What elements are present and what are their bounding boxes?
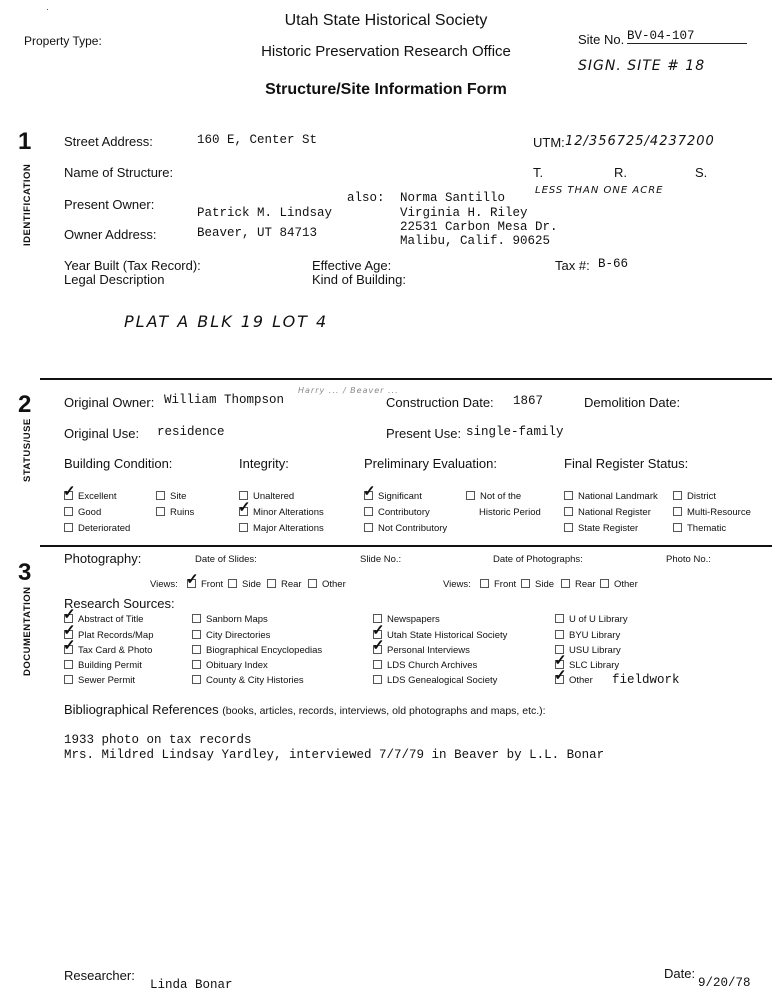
acreage-note: LESS THAN ONE ACRE: [535, 185, 664, 196]
source-abstract-checkbox[interactable]: [64, 614, 143, 625]
checkbox-label: Unaltered: [253, 491, 295, 502]
org-name: Utah State Historical Society: [284, 12, 488, 29]
original-owner-note: Harry ... / Beaver ...: [298, 386, 399, 395]
checkbox-box: [373, 645, 382, 654]
checkbox-box: [555, 675, 564, 684]
not-historic-label-line-2: Historic Period: [479, 507, 541, 518]
checkbox-box: [308, 579, 317, 588]
checkbox-label: Abstract of Title: [78, 614, 144, 625]
checkbox-box: [192, 614, 201, 623]
checkbox-label: Excellent: [78, 491, 117, 502]
also-label: also:: [347, 191, 385, 205]
section-divider-1: [40, 378, 772, 380]
condition-ruins-checkbox[interactable]: [156, 507, 194, 518]
checkbox-box: [564, 491, 573, 500]
present-use-value: single-family: [466, 425, 564, 439]
range-label: R.: [614, 165, 627, 180]
checkbox-label: Not of the: [480, 491, 522, 502]
source-u-of-u-checkbox[interactable]: [555, 614, 628, 625]
final-thematic-checkbox[interactable]: [673, 523, 726, 534]
site-no-value: BV-04-107: [627, 29, 747, 44]
photo-view-front-checkbox[interactable]: [480, 579, 516, 590]
slide-view-rear-checkbox[interactable]: [267, 579, 302, 590]
checkbox-label: Front: [494, 579, 517, 590]
original-owner-label: Original Owner:: [64, 395, 155, 410]
checkbox-label: BYU Library: [569, 630, 621, 641]
property-type-label: Property Type:: [24, 34, 102, 48]
research-sources-heading: Research Sources:: [64, 596, 175, 611]
source-byu-checkbox[interactable]: [555, 630, 620, 641]
final-multi-resource-checkbox[interactable]: [673, 507, 751, 518]
checkbox-box: [555, 630, 564, 639]
final-national-landmark-checkbox[interactable]: [564, 491, 658, 502]
owner-address-label: Owner Address:: [64, 227, 157, 242]
kind-of-building-label: Kind of Building:: [312, 272, 406, 287]
utm-value: 12/356725/4237200: [565, 134, 715, 149]
checkbox-box: [373, 675, 382, 684]
legal-description-value: PLAT A BLK 19 LOT 4: [124, 312, 329, 331]
checkbox-label: Site: [170, 491, 187, 502]
checkbox-box: [239, 523, 248, 532]
date-of-slides-label: Date of Slides:: [195, 554, 257, 565]
checkbox-box: [156, 491, 165, 500]
utm-label: UTM:: [533, 135, 565, 150]
condition-good-checkbox[interactable]: [64, 507, 101, 518]
construction-date-value: 1867: [513, 394, 544, 408]
checkbox-box: [364, 491, 373, 500]
source-city-directories-checkbox[interactable]: [192, 630, 270, 641]
checkbox-label: Significant: [378, 491, 422, 502]
slide-views-label: Views:: [150, 579, 178, 590]
section-2-number: 2: [18, 391, 32, 418]
final-register-heading: Final Register Status:: [564, 456, 689, 471]
condition-site-checkbox[interactable]: [156, 491, 186, 502]
checkbox-label: Obituary Index: [206, 660, 268, 671]
checkbox-label: Utah State Historical Society: [387, 630, 508, 641]
office-name: Historic Preservation Research Office: [261, 43, 511, 60]
checkbox-label: SLC Library: [569, 660, 620, 671]
bib-line-2: Mrs. Mildred Lindsay Yardley, interviewed 7/7/79 in Beaver by L.L. Bonar: [64, 748, 605, 762]
present-use-label: Present Use:: [386, 426, 462, 441]
tax-number-value: B-66: [598, 257, 629, 271]
prelim-not-contributory-checkbox[interactable]: [364, 523, 447, 534]
checkbox-label: USU Library: [569, 645, 621, 656]
checkbox-box: [561, 579, 570, 588]
checkbox-box: [187, 579, 196, 588]
checkbox-box: [192, 675, 201, 684]
owner-address-value: Beaver, UT 84713: [197, 226, 318, 240]
checkbox-label: Good: [78, 507, 102, 518]
checkbox-label: Personal Interviews: [387, 645, 470, 656]
checkbox-label: Thematic: [687, 523, 727, 534]
checkbox-box: [600, 579, 609, 588]
checkbox-label: National Landmark: [578, 491, 658, 502]
checkbox-box: [673, 507, 682, 516]
source-ushs-checkbox[interactable]: [373, 630, 507, 641]
checkbox-label: LDS Genealogical Society: [387, 675, 498, 686]
checkbox-box: [156, 507, 165, 516]
photo-view-other-checkbox[interactable]: [600, 579, 638, 590]
bib-hint: (books, articles, records, interviews, old photographs and maps, etc.):: [222, 705, 546, 717]
demolition-date-label: Demolition Date:: [584, 395, 681, 410]
slide-view-front-checkbox[interactable]: [187, 579, 223, 590]
original-owner-value: William Thompson: [164, 393, 285, 407]
site-no-label: Site No.: [578, 32, 625, 47]
also-owner-2: Virginia H. Riley: [400, 206, 528, 220]
checkbox-box: [564, 523, 573, 532]
checkbox-label: Major Alterations: [253, 523, 324, 534]
form-title: Structure/Site Information Form: [265, 81, 507, 98]
checkbox-label: County & City Histories: [206, 675, 304, 686]
source-sewer-permit-checkbox[interactable]: [64, 675, 135, 686]
checkbox-label: Not Contributory: [378, 523, 448, 534]
checkbox-label: U of U Library: [569, 614, 628, 625]
checkbox-label: Building Permit: [78, 660, 142, 671]
effective-age-label: Effective Age:: [312, 258, 392, 273]
checkbox-box: [364, 507, 373, 516]
township-label: T.: [533, 165, 544, 180]
checkbox-box: [480, 579, 489, 588]
checkbox-box: [192, 645, 201, 654]
checkbox-box: [267, 579, 276, 588]
photo-no-label: Photo No.:: [666, 554, 711, 565]
checkbox-label: Rear: [575, 579, 596, 590]
checkbox-box: [521, 579, 530, 588]
checkbox-box: [673, 523, 682, 532]
checkbox-box: [192, 660, 201, 669]
present-owner-label: Present Owner:: [64, 197, 155, 212]
integrity-minor-checkbox[interactable]: [239, 507, 324, 518]
section-divider-2: [40, 545, 772, 547]
source-plat-checkbox[interactable]: [64, 630, 154, 641]
also-owner-1: Norma Santillo: [400, 191, 506, 205]
source-building-permit-checkbox[interactable]: [64, 660, 142, 671]
checkbox-box: [364, 523, 373, 532]
section-3-vertical-label: DOCUMENTATION: [22, 586, 33, 676]
checkbox-box: [555, 614, 564, 623]
checkbox-label: LDS Church Archives: [387, 660, 478, 671]
street-address-label: Street Address:: [64, 134, 153, 149]
condition-excellent-checkbox[interactable]: [64, 491, 117, 502]
building-condition-heading: Building Condition:: [64, 456, 173, 471]
year-built-label: Year Built (Tax Record):: [64, 258, 201, 273]
bib-label: Bibliographical References: [64, 702, 219, 717]
checkbox-label: Other: [322, 579, 346, 590]
prelim-contributory-checkbox[interactable]: [364, 507, 430, 518]
slide-no-label: Slide No.:: [360, 554, 402, 565]
corner-mark: ·: [46, 4, 49, 14]
source-biographical-checkbox[interactable]: [192, 645, 322, 656]
slide-view-other-checkbox[interactable]: [308, 579, 346, 590]
photography-label: Photography:: [64, 551, 142, 566]
checkbox-box: [64, 675, 73, 684]
checkbox-label: Newspapers: [387, 614, 440, 625]
checkbox-label: Sanborn Maps: [206, 614, 268, 625]
structure-name-label: Name of Structure:: [64, 165, 174, 180]
source-tax-card-checkbox[interactable]: [64, 645, 152, 656]
section-3-number: 3: [18, 559, 32, 586]
checkbox-box: [239, 507, 248, 516]
checkbox-box: [64, 523, 73, 532]
slide-view-side-checkbox[interactable]: [228, 579, 261, 590]
source-lds-genealogical-checkbox[interactable]: [373, 675, 497, 686]
checkbox-label: Other: [569, 675, 593, 686]
date-value: 9/20/78: [698, 976, 751, 990]
checkbox-box: [673, 491, 682, 500]
street-address-value: 160 E, Center St: [197, 133, 318, 147]
source-other-value: fieldwork: [612, 673, 680, 687]
handwritten-site-note: SIGN. SITE # 18: [578, 58, 706, 74]
checkbox-box: [64, 507, 73, 516]
checkbox-label: Sewer Permit: [78, 675, 136, 686]
prelim-not-historic-checkbox[interactable]: [466, 491, 521, 502]
integrity-major-checkbox[interactable]: [239, 523, 324, 534]
prelim-significant-checkbox[interactable]: [364, 491, 422, 502]
checkbox-label: Side: [242, 579, 262, 590]
researcher-label: Researcher:: [64, 968, 135, 983]
photo-view-rear-checkbox[interactable]: [561, 579, 596, 590]
photo-view-side-checkbox[interactable]: [521, 579, 554, 590]
checkbox-label: Rear: [281, 579, 302, 590]
checkbox-label: Front: [201, 579, 224, 590]
bibliographical-references-label: [64, 702, 546, 717]
photo-views-label: Views:: [443, 579, 471, 590]
researcher-value: Linda Bonar: [150, 978, 233, 992]
final-district-checkbox[interactable]: [673, 491, 716, 502]
source-other-checkbox[interactable]: [555, 675, 593, 686]
checkbox-box: [64, 645, 73, 654]
date-of-photographs-label: Date of Photographs:: [493, 554, 583, 565]
final-national-register-checkbox[interactable]: [564, 507, 651, 518]
checkbox-label: Ruins: [170, 507, 195, 518]
tax-number-label: Tax #:: [555, 258, 590, 273]
final-state-register-checkbox[interactable]: [564, 523, 638, 534]
source-sanborn-checkbox[interactable]: [192, 614, 268, 625]
checkbox-label: National Register: [578, 507, 651, 518]
preliminary-evaluation-heading: Preliminary Evaluation:: [364, 456, 497, 471]
checkbox-box: [373, 660, 382, 669]
checkbox-label: Other: [614, 579, 638, 590]
also-address-1: 22531 Carbon Mesa Dr.: [400, 220, 558, 234]
checkbox-box: [466, 491, 475, 500]
original-use-label: Original Use:: [64, 426, 140, 441]
bib-line-1: 1933 photo on tax records: [64, 733, 252, 747]
checkbox-box: [64, 660, 73, 669]
checkbox-box: [228, 579, 237, 588]
original-use-value: residence: [157, 425, 225, 439]
checkbox-label: District: [687, 491, 717, 502]
checkbox-label: Multi-Resource: [687, 507, 751, 518]
source-interviews-checkbox[interactable]: [373, 645, 470, 656]
checkbox-label: Contributory: [378, 507, 430, 518]
condition-deteriorated-checkbox[interactable]: [64, 523, 130, 534]
checkbox-box: [192, 630, 201, 639]
date-label: Date:: [664, 966, 696, 981]
checkbox-box: [564, 507, 573, 516]
source-obituary-checkbox[interactable]: [192, 660, 268, 671]
section-label: S.: [695, 165, 708, 180]
source-histories-checkbox[interactable]: [192, 675, 304, 686]
present-owner-value: Patrick M. Lindsay: [197, 206, 333, 220]
section-1-number: 1: [18, 128, 32, 155]
section-1-vertical-label: IDENTIFICATION: [22, 163, 33, 246]
legal-description-label: Legal Description: [64, 272, 165, 287]
section-2-vertical-label: STATUS/USE: [22, 418, 33, 482]
checkbox-box: [64, 491, 73, 500]
checkbox-label: Biographical Encyclopedias: [206, 645, 323, 656]
checkbox-label: Side: [535, 579, 555, 590]
checkbox-label: Deteriorated: [78, 523, 131, 534]
checkbox-label: State Register: [578, 523, 639, 534]
source-lds-archives-checkbox[interactable]: [373, 660, 477, 671]
also-address-2: Malibu, Calif. 90625: [400, 234, 551, 248]
construction-date-label: Construction Date:: [386, 395, 494, 410]
checkbox-label: Plat Records/Map: [78, 630, 154, 641]
checkbox-label: City Directories: [206, 630, 271, 641]
integrity-heading: Integrity:: [239, 456, 289, 471]
checkbox-label: Minor Alterations: [253, 507, 324, 518]
checkbox-label: Tax Card & Photo: [78, 645, 153, 656]
